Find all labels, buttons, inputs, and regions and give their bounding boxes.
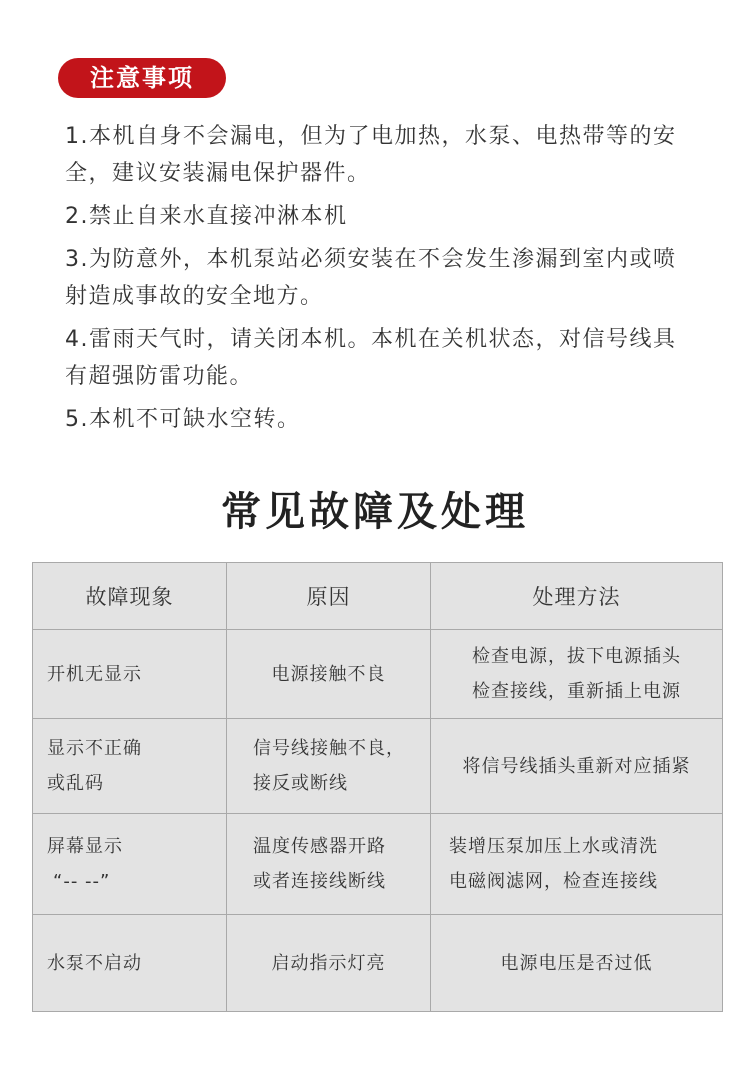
notice-item-2: 2.禁止自来水直接冲淋本机 — [65, 204, 348, 229]
faults-title: 常见故障及处理 — [221, 489, 529, 535]
symptom-text: 或乱码 — [47, 773, 104, 794]
cause-text: 温度传感器开路 — [253, 836, 386, 857]
solution-cell — [431, 915, 723, 1012]
header-solution: 处理方法 — [431, 563, 723, 630]
cause-text: 启动指示灯亮 — [271, 952, 386, 974]
symptom-text: 屏幕显示 — [47, 836, 123, 857]
symptom-text: 开机无显示 — [47, 663, 142, 685]
header-cause: 原因 — [227, 563, 431, 630]
table-row — [33, 915, 723, 1012]
solution-text: 电磁阀滤网，检查连接线 — [449, 871, 658, 892]
faults-table — [32, 562, 723, 1012]
solution-cell — [431, 719, 723, 814]
notice-badge: 注意事项 — [58, 58, 226, 98]
solution-text: 装增压泵加压上水或清洗 — [449, 836, 658, 857]
solution-text: 电源电压是否过低 — [500, 952, 653, 974]
solution-text: 检查电源，拔下电源插头 — [472, 646, 681, 667]
notice-item-5: 5.本机不可缺水空转。 — [65, 407, 301, 432]
table-header-row — [33, 563, 723, 630]
solution-text: 检查接线，重新插上电源 — [472, 681, 681, 702]
symptom-cell — [33, 814, 227, 915]
symptom-text: 显示不正确 — [47, 738, 142, 759]
cause-text: 接反或断线 — [253, 773, 348, 794]
table-row — [33, 630, 723, 719]
cause-cell — [227, 630, 431, 719]
cause-text: 或者连接线断线 — [253, 871, 386, 892]
cause-text: 信号线接触不良， — [253, 738, 405, 759]
notice-list — [65, 118, 695, 444]
symptom-cell — [33, 719, 227, 814]
notice-item-1: 1.本机自身不会漏电，但为了电加热，水泵、电热带等的安全，建议安装漏电保护器件。 — [65, 124, 677, 186]
cause-cell — [227, 814, 431, 915]
cause-text: 电源接触不良 — [271, 663, 386, 685]
symptom-text: 水泵不启动 — [47, 952, 142, 974]
table-row — [33, 719, 723, 814]
symptom-text: “-- --” — [53, 871, 111, 892]
notice-item-4: 4.雷雨天气时，请关闭本机。本机在关机状态，对信号线具有超强防雷功能。 — [65, 327, 677, 389]
table-row — [33, 814, 723, 915]
header-symptom: 故障现象 — [33, 563, 227, 630]
cause-cell — [227, 719, 431, 814]
notice-item-3: 3.为防意外，本机泵站必须安装在不会发生渗漏到室内或喷射造成事故的安全地方。 — [65, 247, 677, 309]
symptom-cell — [33, 630, 227, 719]
cause-cell — [227, 915, 431, 1012]
solution-text: 将信号线插头重新对应插紧 — [462, 755, 691, 777]
solution-cell — [431, 630, 723, 719]
solution-cell — [431, 814, 723, 915]
symptom-cell — [33, 915, 227, 1012]
